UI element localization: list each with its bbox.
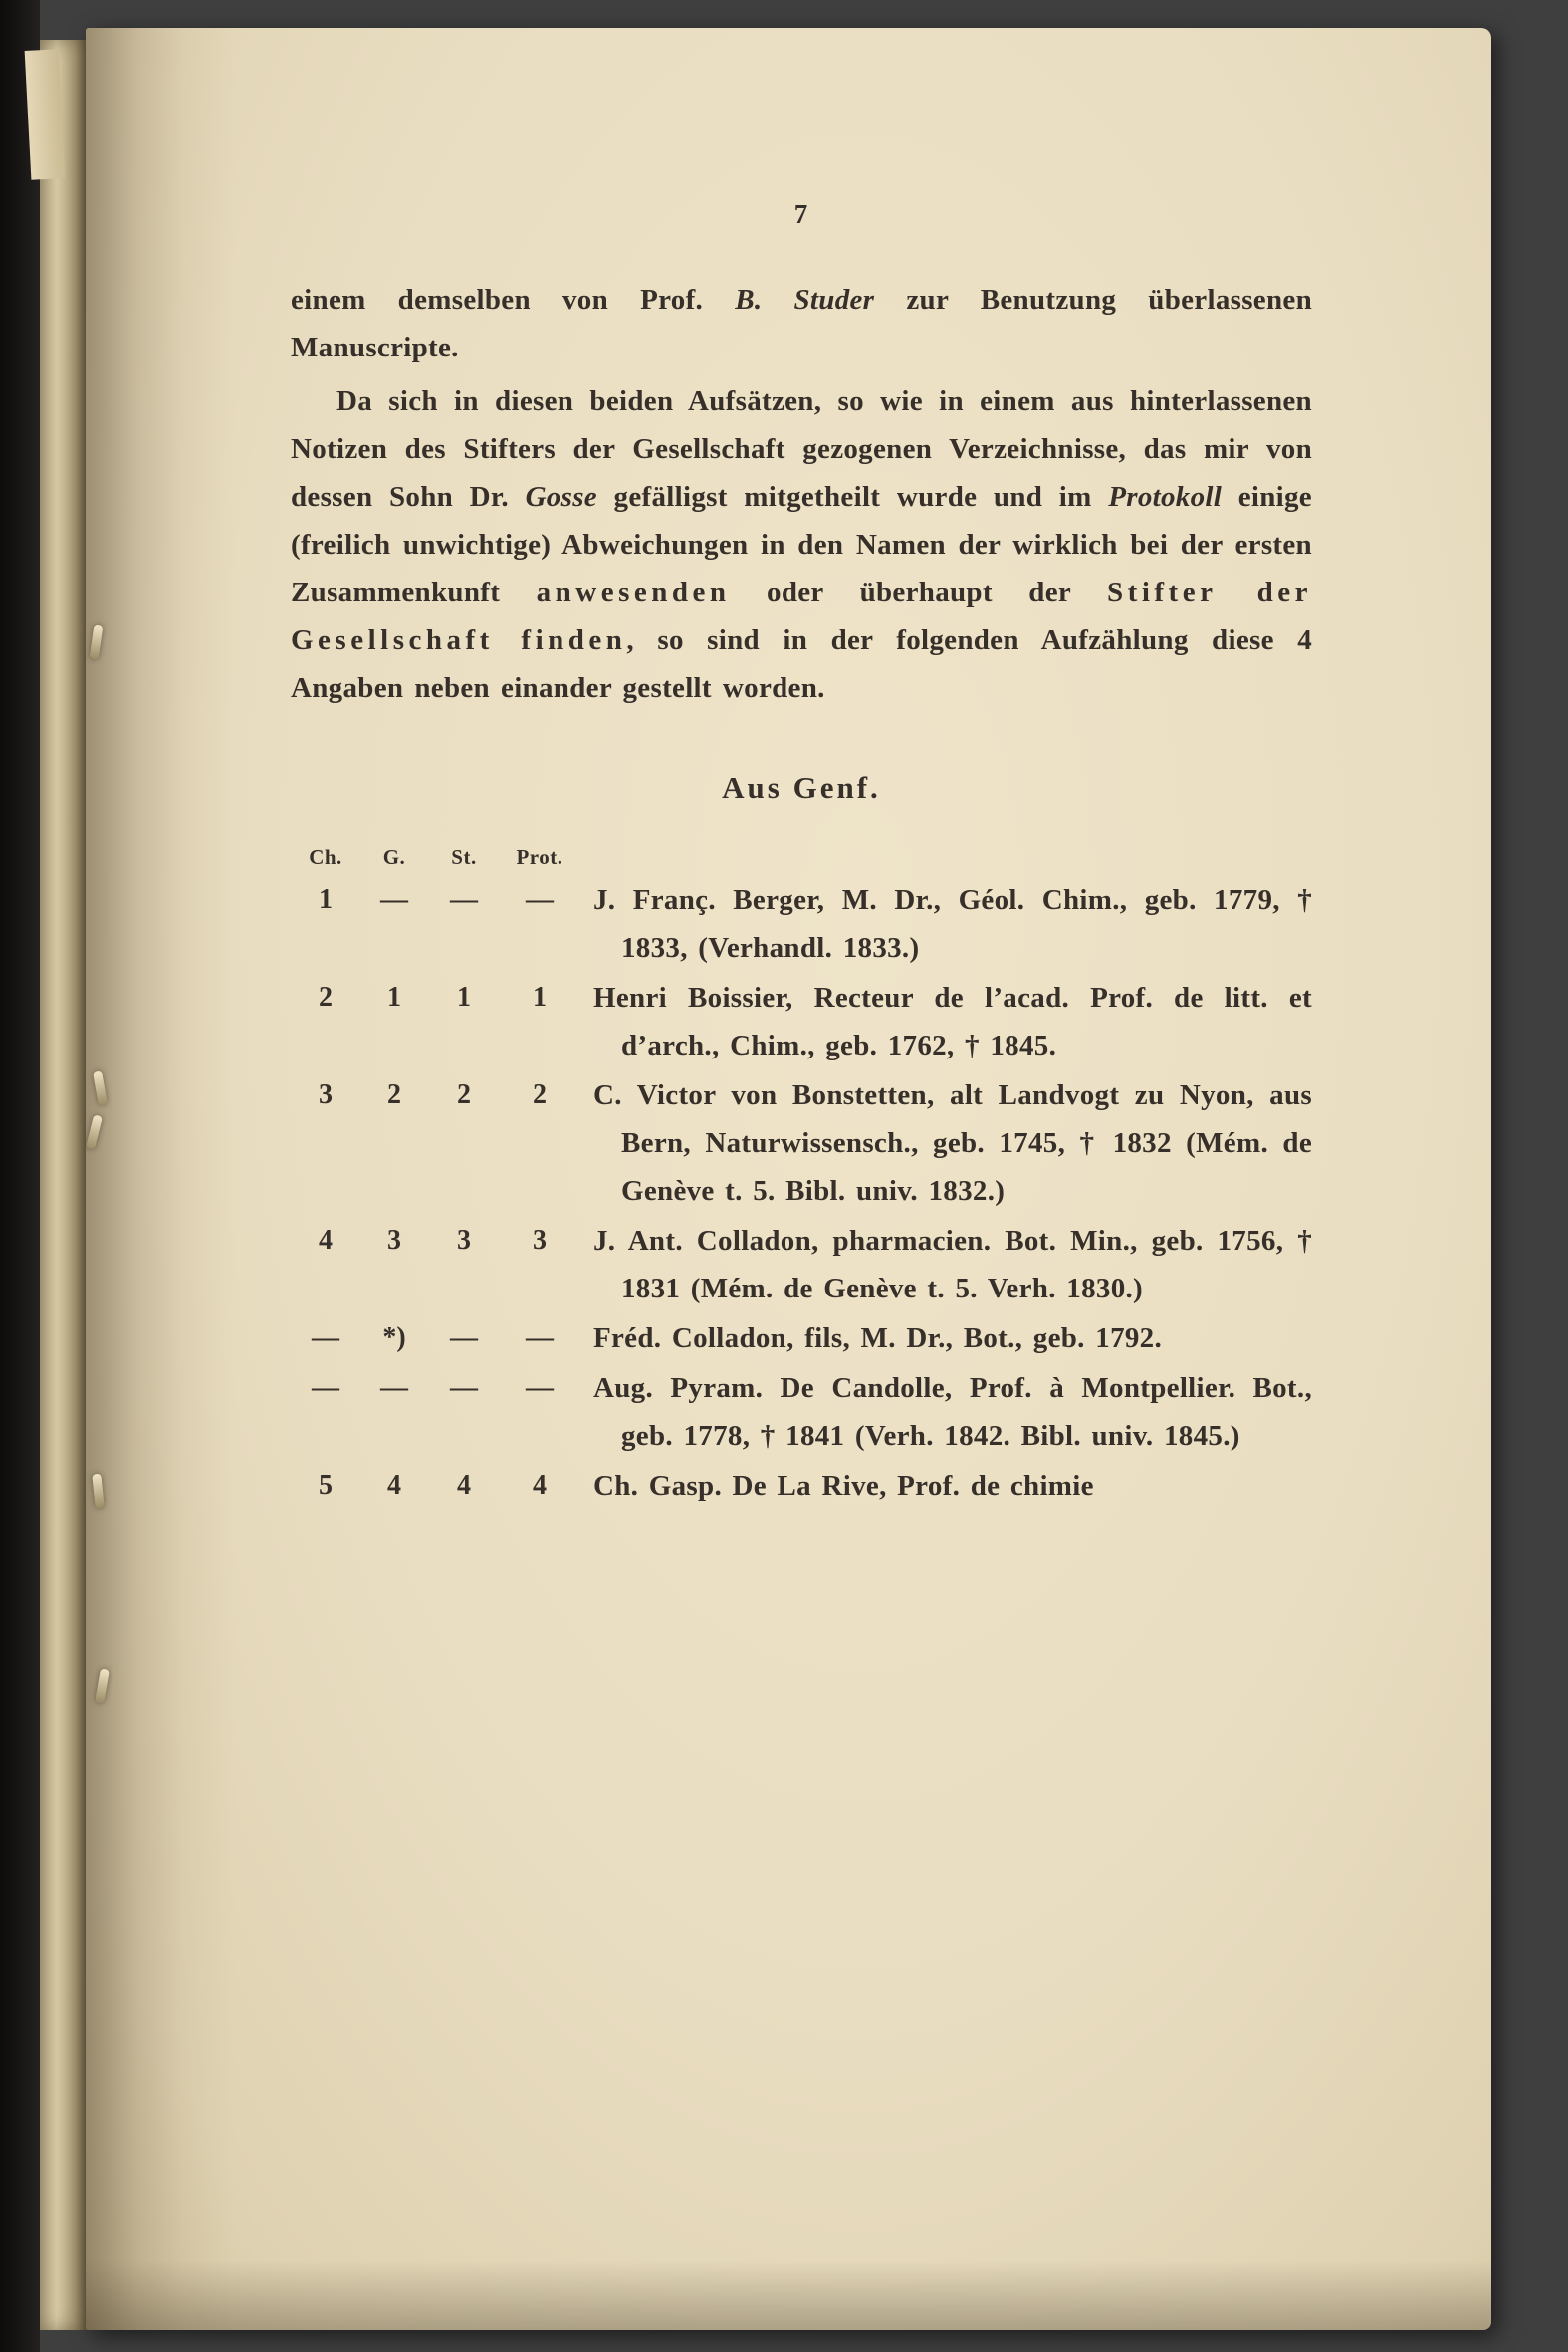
text-segment-spaced: Stifter der Gesellschaft finden xyxy=(291,577,1312,656)
entry-text: Fréd. Colladon, fils, M. Dr., Bot., geb. 1792. xyxy=(593,1322,1163,1354)
page-content xyxy=(291,199,1312,1512)
entry-number-st: 4 xyxy=(457,1470,471,1501)
entry-text: J. Ant. Colladon, pharmacien. Bot. Min., geb. 1756, † 1831 (Mém. de Genève t. 5. Verh. 1830.) xyxy=(593,1225,1312,1304)
text-segment: oder überhaupt der xyxy=(730,577,1108,608)
entry-row xyxy=(291,1364,1312,1460)
entry-footnote-marker: *) xyxy=(382,1322,406,1353)
entry-row xyxy=(291,876,1312,972)
entry-text: Ch. Gasp. De La Rive, Prof. de chimie xyxy=(593,1470,1094,1502)
entry-number-ch: 4 xyxy=(319,1225,333,1256)
entry-number-g: 1 xyxy=(387,982,401,1013)
paragraph-2 xyxy=(291,377,1312,712)
text-segment: gefälligst mitgetheilt wurde und im xyxy=(596,481,1109,513)
entry-row xyxy=(291,1217,1312,1312)
entry-number-prot: — xyxy=(526,1322,554,1353)
binding-stitch xyxy=(93,1070,108,1105)
entry-text: C. Victor von Bonstetten, alt Landvogt zu Nyon, aus Bern, Naturwissensch., geb. 1745, † 1832 (Mém. de Genève t. 5. Bibl. univ. 1832.) xyxy=(593,1079,1312,1207)
column-header-ch: Ch. xyxy=(309,845,342,869)
entry-number-g: 4 xyxy=(387,1470,401,1501)
book-page xyxy=(86,28,1491,2330)
entry-text: Henri Boissier, Recteur de l’acad. Prof. de litt. et d’arch., Chim., geb. 1762, † 1845. xyxy=(593,982,1312,1061)
entry-number-st: 2 xyxy=(457,1079,471,1110)
entry-number-prot: 3 xyxy=(533,1225,547,1256)
entry-number-prot: 4 xyxy=(533,1470,547,1501)
entry-number-ch: 1 xyxy=(319,884,333,915)
entry-number-prot: 1 xyxy=(533,982,547,1013)
column-header-prot: Prot. xyxy=(516,845,563,869)
binding-stitch xyxy=(90,625,104,660)
entry-row xyxy=(291,1462,1312,1510)
entry-number-ch: 2 xyxy=(319,982,333,1013)
entry-row xyxy=(291,1314,1312,1362)
entry-number-g: 3 xyxy=(387,1225,401,1256)
entry-number-ch: — xyxy=(312,1372,339,1403)
entry-number-prot: 2 xyxy=(533,1079,547,1110)
entry-number-ch: — xyxy=(312,1322,339,1353)
entry-number-ch: 5 xyxy=(319,1470,333,1501)
entry-text: Aug. Pyram. De Candolle, Prof. à Montpellier. Bot., geb. 1778, † 1841 (Verh. 1842. Bibl. univ. 1845.) xyxy=(593,1372,1312,1452)
entry-number-st: — xyxy=(450,1322,478,1353)
binding-stitch xyxy=(95,1668,110,1703)
entry-number-prot: — xyxy=(526,1372,554,1403)
text-segment: Da sich in diesen beiden Aufsätzen, so wie in einem aus hinterlassenen Notizen des Stifters der Gesellschaft gezogenen Verzeichnisse, das mir von dessen Sohn Dr. xyxy=(291,385,1312,513)
paragraph-1 xyxy=(291,276,1312,371)
page-corner-sliver xyxy=(25,49,66,180)
text-segment: zur Benutzung überlassenen Manuscripte. xyxy=(291,284,1313,363)
entry-number-g: — xyxy=(380,884,408,915)
underlying-page-edge xyxy=(40,40,88,2330)
text-segment: einem demselben von Prof. xyxy=(291,284,736,316)
entry-list xyxy=(291,876,1312,1510)
text-segment-italic: Protokoll xyxy=(1108,481,1223,513)
column-headers xyxy=(291,845,1312,870)
column-header-g: G. xyxy=(382,845,406,869)
entry-row xyxy=(291,1071,1312,1215)
binding-gutter-shadow xyxy=(86,28,235,2330)
entry-number-st: 3 xyxy=(457,1225,471,1256)
entry-number-g: — xyxy=(380,1372,408,1403)
entry-text: J. Franç. Berger, M. Dr., Géol. Chim., geb. 1779, † 1833, (Verhandl. 1833.) xyxy=(593,884,1312,964)
entry-number-st: — xyxy=(450,884,478,915)
entry-number-prot: — xyxy=(526,884,554,915)
page-number: 7 xyxy=(793,199,809,229)
entry-number-st: 1 xyxy=(457,982,471,1013)
text-segment-spaced: anwesenden xyxy=(536,577,731,608)
entry-number-ch: 3 xyxy=(319,1079,333,1110)
text-segment-italic: B. Studer xyxy=(735,284,875,316)
entry-number-st: — xyxy=(450,1372,478,1403)
entry-row xyxy=(291,974,1312,1069)
text-segment: , so sind in der folgenden Aufzählung diese 4 Angaben neben einander gestellt worden. xyxy=(291,624,1312,704)
entry-number-g: 2 xyxy=(387,1079,401,1110)
text-segment-italic: Gosse xyxy=(525,481,597,513)
column-header-st: St. xyxy=(451,845,477,869)
binding-stitch xyxy=(92,1474,105,1509)
page-bottom-shadow xyxy=(86,2260,1491,2330)
binding-stitch xyxy=(86,1114,103,1149)
section-heading: Aus Genf. xyxy=(722,770,881,805)
text-segment: einige (freilich unwichtige) Abweichungen in den Namen der wirklich bei der ersten Zusammenkunft xyxy=(291,481,1312,608)
book-cover-spine xyxy=(0,0,40,2352)
